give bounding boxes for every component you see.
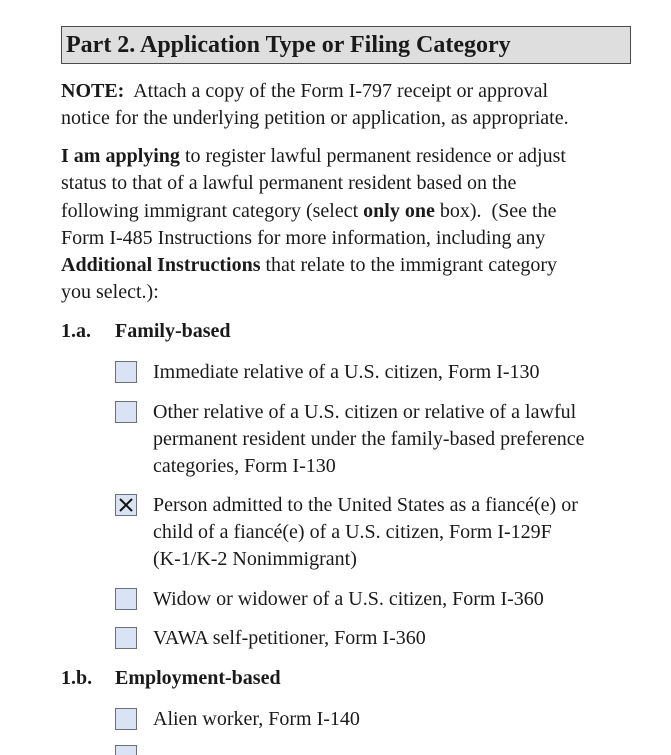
intro-line-3-post: box). (See the — [434, 199, 557, 222]
section-1b-label: Employment-based — [115, 667, 281, 689]
option-vawa-text: VAWA self-petitioner, Form I-360 — [153, 627, 426, 649]
option-fiance-line-3: (K-1/K-2 Nonimmigrant) — [153, 548, 357, 570]
intro-line-1: to register lawful permanent residence or adjust — [179, 145, 566, 167]
intro-line-2: status to that of a lawful permanent resident based on the — [61, 172, 517, 195]
checkbox-next-partial[interactable] — [115, 745, 137, 755]
note-label: NOTE: — [61, 80, 125, 102]
checkbox-other-relative[interactable] — [115, 401, 137, 423]
section-1a-label: Family-based — [115, 320, 231, 342]
part-2-header — [61, 26, 631, 64]
option-other-relative-line-2: permanent resident under the family-based preference — [153, 428, 585, 450]
intro-line-5-post: that relate to the immigrant category — [260, 254, 558, 277]
option-other-relative-line-3: categories, Form I-130 — [153, 455, 336, 477]
intro-line-4: Form I-485 Instructions for more information, including any — [61, 226, 546, 249]
intro-additional-instructions: Additional Instructions — [61, 254, 261, 277]
section-1a-number: 1.a. — [61, 320, 91, 342]
option-immediate-relative-text: Immediate relative of a U.S. citizen, Form I-130 — [153, 361, 540, 383]
option-widow-text: Widow or widower of a U.S. citizen, Form I-360 — [153, 588, 544, 610]
section-1a — [61, 320, 231, 343]
intro-line-3-pre: following immigrant category (select — [61, 199, 364, 222]
checkbox-vawa[interactable] — [115, 627, 137, 649]
checkbox-immediate-relative[interactable] — [115, 361, 137, 383]
note-paragraph — [61, 78, 641, 133]
x-mark-icon — [118, 497, 134, 513]
intro-paragraph — [61, 143, 641, 307]
option-fiance-line-1: Person admitted to the United States as a fiancé(e) or — [153, 494, 578, 516]
checkbox-alien-worker[interactable] — [115, 708, 137, 730]
option-fiance-line-2: child of a fiancé(e) of a U.S. citizen, Form I-129F — [153, 521, 552, 543]
checkbox-fiance[interactable] — [115, 494, 137, 516]
part-2-title: Part 2. Application Type or Filing Category — [66, 32, 511, 58]
intro-line-6: you select.): — [61, 281, 159, 304]
intro-bold-phrase: I am applying — [61, 145, 180, 167]
option-alien-worker-text: Alien worker, Form I-140 — [153, 708, 360, 730]
note-line-1: Attach a copy of the Form I-797 receipt or approval — [124, 80, 549, 102]
note-line-2: notice for the underlying petition or application, as appropriate. — [61, 107, 569, 130]
option-other-relative-line-1: Other relative of a U.S. citizen or relative of a lawful — [153, 401, 577, 423]
checkbox-widow[interactable] — [115, 588, 137, 610]
section-1b-number: 1.b. — [61, 667, 93, 689]
intro-only-one: only one — [363, 199, 435, 222]
section-1b — [61, 667, 281, 690]
